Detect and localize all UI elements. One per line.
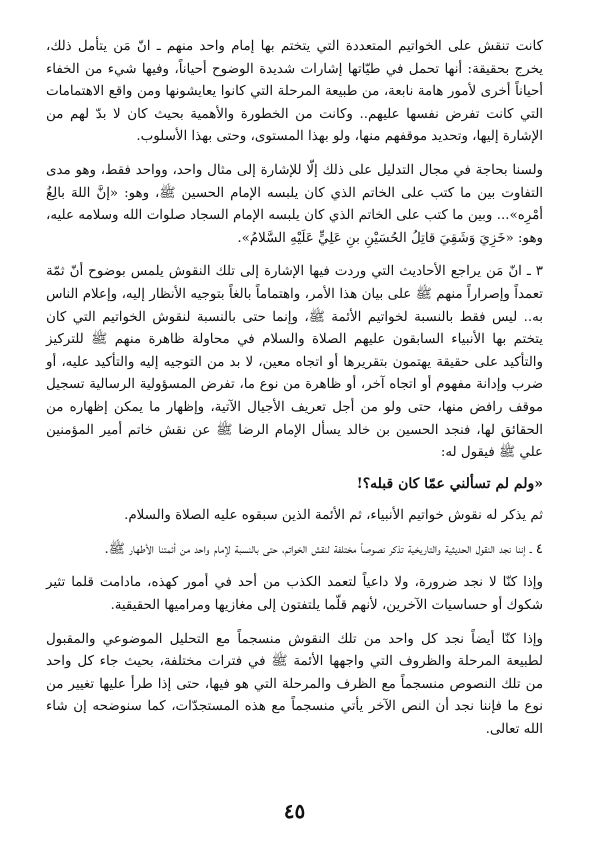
paragraph-7: وإذا كنّا لا نجد ضرورة، ولا داعياً لتعمد الكذب من أحد في أمور كهذه، مادامت قلما تثير شكوك أو حساسيات الآخرين، لأنهم قلّما يلتفتون إلى مغازيها ومراميها الحقيقية. [46,575,543,614]
paragraph-6: ٤ ـ إننا نجد النقول الحديثية والتاريخية تذكر نصوصاً مختلفة لنقش الخواتم، حتى بالنسبة لإمام واحد من أئمتنا الأطهار ﷺ. [104,541,543,557]
page-body [46,36,543,742]
quoted-line: «ولم لم تسألني عمّا كان قبله؟! [356,475,543,492]
paragraph-3: ٣ ـ انّ مَن يراجع الأحاديث التي وردت فيها الإشارة إلى تلك النقوش يلمس بوضوح أنّ ثمّة تعمداً وإصراراً منهم ﷺ على بيان هذا الأمر، واهتماماً بالغاً بتوجيه الأنظار إليه، وإعلام الناس به.. ليس فقط بالنسبة لخواتيم الأئمة ﷺ، وإنما حتى بالنسبة لنقوش الخواتيم التي كان يتختم بها الأنبياء السابقون عليهم الصلاة والسلام في محاولة ظاهرة منهم ﷺ للتركيز والتأكيد على حقيقة يهتمون بتقريرها أو اتجاه معين، لا بد من التوجيه إليه والتأكيد عليه، أو ضرب وإدانة مفهوم أو اتجاه آخر، أو ظاهرة من نوع ما، تفرض المسؤولية الرسالية تسجيل موقف رافض منها، حتى ولو من أجل تعريف الأجيال الآتية، وإظهار ما يمكن إظهاره من الحقائق لها، فنجد الحسين بن خالد يسأل الإمام الرضا ﷺ عن نقش خاتم أمير المؤمنين علي ﷺ فيقول له: [46,264,543,461]
paragraph-5: ثم يذكر له نقوش خواتيم الأنبياء، ثم الأئمة الذين سبقوه عليه الصلاة والسلام. [124,508,543,524]
paragraph-8: وإذا كنّا أيضاً نجد كل واحد من تلك النقوش منسجماً مع التحليل الموضوعي والمقبول لطبيعة المرحلة والظروف التي واجهها الأئمة ﷺ في فترات مختلفة، بحيث جاء كل واحد من تلك النصوص منسجماً مع الظرف والمرحلة التي هو فيها، حتى إذا طرأ عليها تغيير من نوع ما فإننا نجد أن النص الآخر يأتي منسجماً مع هذه المستجدّات، كما سنوضحه إن شاء الله تعالى. [46,631,543,738]
page-number: ٤٥ [283,799,306,823]
paragraph-2: ولسنا بحاجة في مجال التدليل على ذلك إلّا للإشارة إلى مثال واحد، وواحد فقط، وهو مدى التفاوت بين ما كتب على الخاتم الذي كان يلبسه الإمام الحسين ﷺ، وهو: «إنَّ اللهَ بالِغُ أمْرِه»... وبين ما كتب على الخاتم الذي كان يلبسه الإمام السجاد صلوات الله وسلامه عليه، وهو: «خَزِيَ وَشَقِيَ قاتِلُ الحُسَيْنِ بنِ عَلِيٍّ عَلَيْهِ السَّلامُ». [46,162,543,246]
paragraph-1: كانت تنقش على الخواتيم المتعددة التي يتختم بها إمام واحد منهم ـ انّ مَن يتأمل ذلك، يخرج بحقيقة: أنها تحمل في طيّاتها إشارات شديدة الوضوح أحياناً، وفيها شيء من الخفاء أحياناً أخرى لأمور هامة نابعة، من طبيعة المرحلة التي كانوا يعايشونها ومن واقع الاهتمامات التي كانت تفرض نفسها عليهم.. وكانت من الخطورة والأهمية بحيث كان لا بدّ لهم من الإشارة إليها، وتحديد موقفهم منها، ولو بهذا المستوى، وحتى بهذا الأسلوب. [46,39,543,145]
